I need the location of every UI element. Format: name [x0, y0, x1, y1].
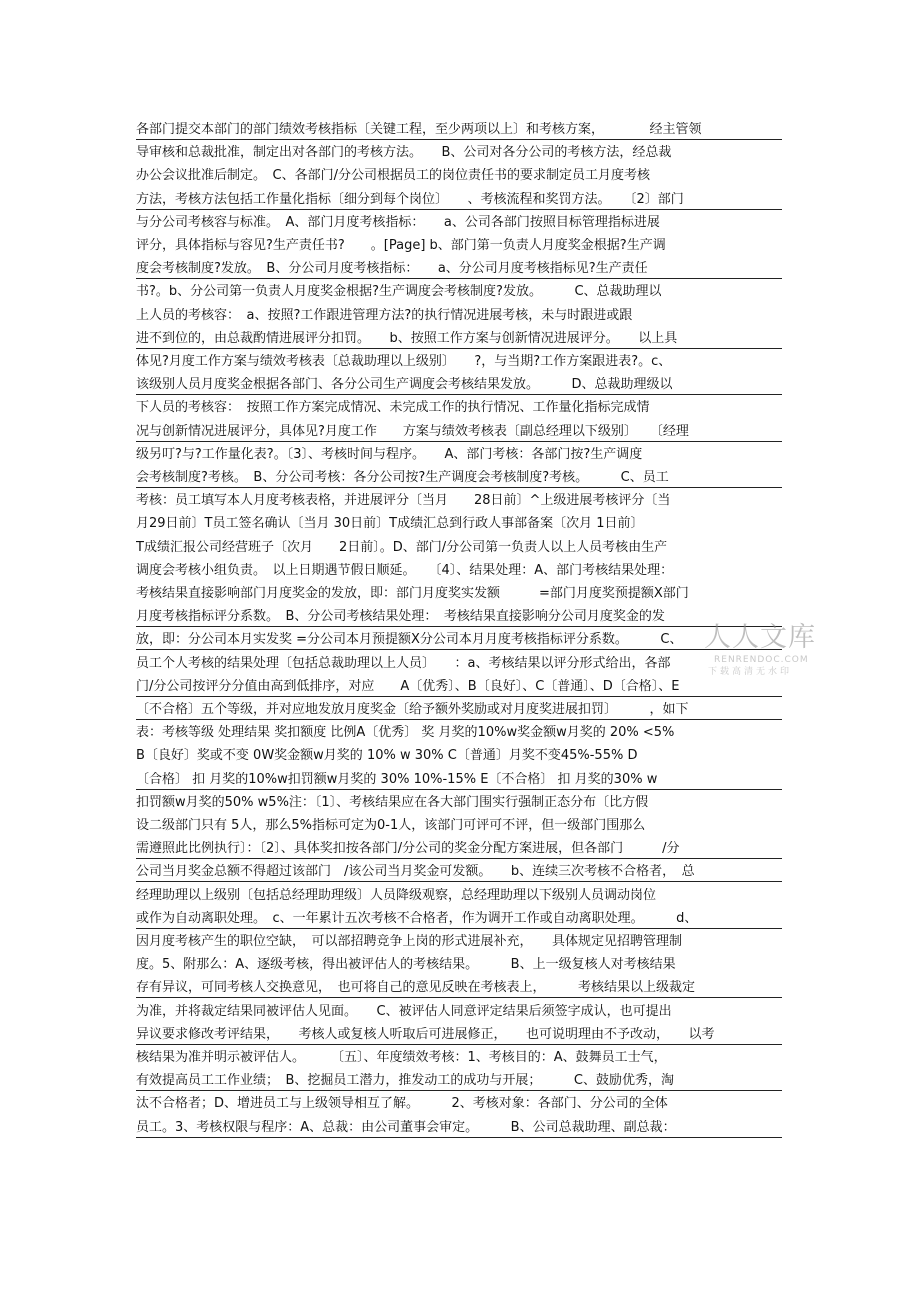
underline-rule: [136, 209, 782, 210]
watermark-slogan: 下载高清无水印: [708, 667, 793, 677]
text-line: 员工个人考核的结果处理〔包括总裁助理以上人员〕 ：a、考核结果以评分形式给出，各部: [136, 655, 671, 671]
watermark-title: 人人文库: [704, 622, 816, 653]
underline-rule: [136, 1044, 782, 1045]
underline-rule: [136, 278, 782, 279]
underline-rule: [136, 441, 782, 442]
underline-rule: [136, 649, 782, 650]
underline-rule: [136, 394, 782, 395]
text-line: 公司当月奖金总额不得超过该部门 /该公司当月奖金可发额。 b、连续三次考核不合格者， 总: [136, 864, 695, 880]
text-line: 与分公司考核容与标准。 A、部门月度考核指标： a、公司各部门按照目标管理指标进展: [136, 214, 660, 230]
text-line: 况与创新情况进展评分，具体见?月度工作 方案与绩效考核表〔副总经理以下级别〕 〔经理: [136, 423, 689, 439]
underline-rule: [136, 858, 782, 859]
text-line: 会考核制度?考核。 B、分公司考核：各分公司按?生产调度会考核制度?考核。 C、员工: [136, 470, 669, 485]
text-line: T成绩汇报公司经营班子〔次月 2日前〕。D、部门/分公司第一负责人以上人员考核由生产: [136, 539, 668, 555]
text-line: 或作为自动离职处理。 c、一年累计五次考核不合格者，作为调开工作或自动离职处理。 d、: [136, 910, 698, 926]
underline-rule: [136, 719, 782, 720]
underline-rule: [136, 881, 782, 882]
text-line: 度。5、附那么：A、逐级考核，得出被评估人的考核结果。 B、上一级复核人对考核结果: [136, 957, 676, 973]
text-line: 级另叮?与?工作量化表?。〔3〕、考核时间与程序。 A、部门考核：各部门按?生产调度: [136, 446, 643, 462]
watermark-logo: [704, 622, 816, 686]
text-line: 评分，具体指标与容见?生产责任书? 。[Page] b、部门第一负责人月度奖金根据?生产调: [136, 238, 666, 253]
text-line: 方法，考核方法包括工作量化指标〔细分到每个岗位〕 、考核流程和奖罚方法。 〔2〕部门: [136, 191, 684, 207]
underline-rule: [136, 928, 782, 929]
text-line: 汰不合格者；D、增进员工与上级领导相互了解。 2、考核对象：各部门、分公司的全体: [136, 1096, 668, 1112]
text-line: 异议要求修改考评结果， 考核人或复核人听取后可进展修正， 也可说明理由不予改动， 以考: [136, 1026, 715, 1042]
text-line: 核结果为准并明示被评估人。 〔五〕、年度绩效考核：1、考核目的：A、鼓舞员工士气，: [136, 1050, 667, 1065]
text-line: 为准，并将裁定结果同被评估人见面。 C、被评估人同意评定结果后须签字成认，也可提出: [136, 1003, 672, 1019]
text-line: 办公会议批准后制定。 C、各部门/分公司根据员工的岗位责任书的要求制定员工月度考核: [136, 168, 650, 184]
text-line: 放，即：分公司本月实发奖 =分公司本月预提额X分公司本月月度考核指标评分系数。 C、: [136, 632, 683, 648]
text-line: 员工。3、考核权限与程序：A、总裁：由公司董事会审定。 B、公司总裁助理、副总裁：: [136, 1119, 676, 1135]
text-line: 月29日前〕T员工签名确认〔当月 30日前〕T成绩汇总到行政人事部备案〔次月 1日前〕: [136, 516, 644, 532]
text-line: 书?。b、分公司第一负责人月度奖金根据?生产调度会考核制度?发放。 C、总裁助理以: [136, 284, 662, 300]
underline-rule: [136, 696, 782, 697]
text-line: 存有异议，可同考核人交换意见， 也可将自己的意见反映在考核表上， 考核结果以上级裁定: [136, 980, 696, 996]
text-line: 考核：员工填写本人月度考核表格，并进展评分〔当月 28日前〕^上级进展考核评分〔当: [136, 493, 671, 509]
text-line: 下人员的考核容： 按照工作方案完成情况、未完成工作的执行情况、工作量化指标完成情: [136, 400, 650, 416]
text-line: 度会考核制度?发放。 B、分公司月度考核指标： a、分公司月度考核指标见?生产责任: [136, 261, 648, 277]
underline-rule: [136, 789, 782, 790]
text-line: 体见?月度工作方案与绩效考核表〔总裁助理以上级别〕 ?，与当期?工作方案跟进表?。c、: [136, 354, 672, 369]
text-line: B〔良好〕奖或不变 0W奖金额w月奖的 10% w 30% C〔普通〕月奖不变45%-55% D: [136, 748, 638, 764]
text-line: 考核结果直接影响部门月度奖金的发放，即：部门月度奖实发额 =部门月度奖预提额X部门: [136, 586, 689, 601]
text-line: 调度会考核小组负责。 以上日期遇节假日顺延。 〔4〕、结果处理：A、部门考核结果处理：: [136, 562, 674, 578]
underline-rule: [136, 1090, 782, 1091]
text-line: 各部门提交本部门的部门绩效考核指标〔关键工程，至少两项以上〕和考核方案， 经主管领: [136, 122, 702, 137]
underline-rule: [136, 139, 782, 140]
text-line: 门/分公司按评分分值由高到低排序，对应 A〔优秀〕、B〔良好〕、C〔普通〕、D〔合格〕、E: [136, 678, 680, 694]
underline-rule: [136, 1137, 782, 1138]
underline-rule: [136, 997, 782, 998]
watermark-site: RENRENDOC.COM: [714, 655, 809, 665]
text-line: 设二级部门只有 5人，那么5%指标可定为0-1人，该部门可评可不评，但一级部门围那么: [136, 818, 646, 833]
text-line: 需遵照此比例执行〕：〔2〕、具体奖扣按各部门/分公司的奖金分配方案进展，但各部门 /分: [136, 841, 680, 857]
text-line: 该级别人员月度奖金根据各部门、各分公司生产调度会考核结果发放。 D、总裁助理级以: [136, 377, 673, 393]
text-line: 有效提高员工工作业绩； B、挖掘员工潜力，推发动工的成功与开展； C、鼓励优秀，淘: [136, 1073, 674, 1089]
text-line: 因月度考核产生的职位空缺， 可以部招聘竞争上岗的形式进展补充， 具体规定见招聘管理制: [136, 934, 683, 949]
text-line: 月度考核指标评分系数。 B、分公司考核结果处理： 考核结果直接影响分公司月度奖金的发: [136, 609, 665, 625]
text-line: 经理助理以上级别〔包括总经理助理级〕人员降级观察，总经理助理以下级别人员调动岗位: [136, 887, 657, 903]
text-line: 〔合格〕 扣 月奖的10%w扣罚额w月奖的 30% 10%-15% E〔不合格〕 扣 月奖的30% w: [136, 771, 658, 787]
text-line: 〔不合格〕五个等级，并对应地发放月度奖金〔给予额外奖励或对月度奖进展扣罚〕 ，如下: [136, 702, 689, 717]
underline-rule: [136, 626, 782, 627]
underline-rule: [136, 348, 782, 349]
text-line: 导审核和总裁批准，制定出对各部门的考核方法。 B、公司对各分公司的考核方法，经总裁: [136, 145, 672, 161]
underline-rule: [136, 487, 782, 488]
text-line: 扣罚额w月奖的50% w5%注：〔1〕、考核结果应在各大部门围实行强制正态分布〔比方假: [136, 794, 649, 810]
text-line: 进不到位的，由总裁酌情进展评分扣罚。 b、按照工作方案与创新情况进展评分。 以上具: [136, 330, 678, 346]
text-line: 表：考核等级 处理结果 奖扣额度 比例A〔优秀〕 奖 月奖的10%w奖金额w月奖的 20% <5%: [136, 725, 675, 741]
text-line: 上人员的考核容： a、按照?工作跟进管理方法?的执行情况进展考核，未与时跟进或跟: [136, 307, 633, 323]
